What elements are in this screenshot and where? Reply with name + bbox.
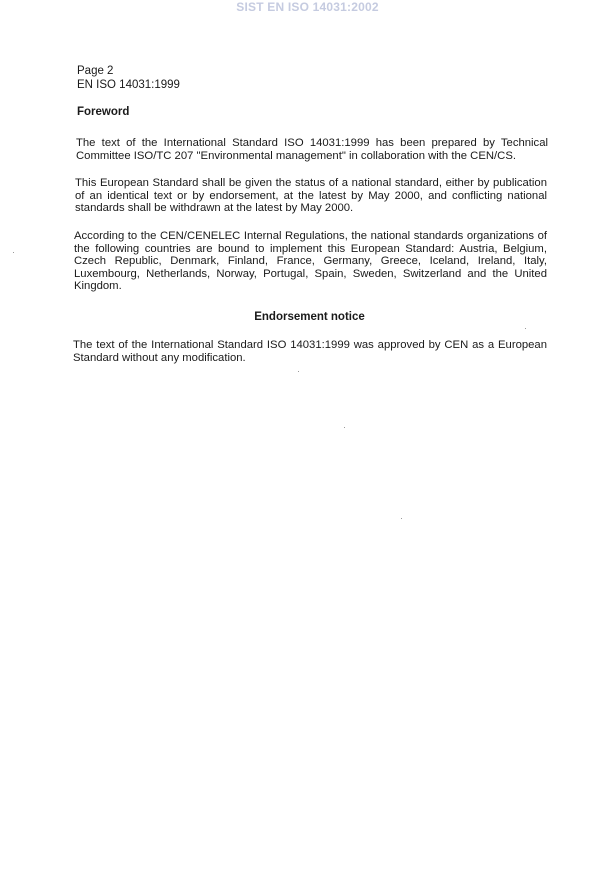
endorsement-paragraph: The text of the International Standard ISO 14031:1999 was approved by CEN as a European Standard without any modification. <box>73 339 547 364</box>
foreword-paragraph-2: This European Standard shall be given the status of a national standard, either by publication of an identical text or by endorsement, at the latest by May 2000, and conflicting national standards shall be withdrawn at the latest by May 2000. <box>75 177 547 215</box>
scan-speck <box>13 252 14 253</box>
scan-speck <box>525 328 526 329</box>
scan-speck <box>344 427 345 428</box>
foreword-paragraph-1: The text of the International Standard ISO 14031:1999 has been prepared by Technical Committee ISO/TC 207 "Environmental management" in collaboration with the CEN/CS. <box>76 137 548 162</box>
page-number: Page 2 <box>77 65 114 77</box>
scan-speck <box>401 518 402 519</box>
foreword-title: Foreword <box>77 106 130 118</box>
foreword-paragraph-3: According to the CEN/CENELEC Internal Regulations, the national standards organizations of the following countries are bound to implement this European Standard: Austria, Belgium, Czech Republic, Denmark, Finland, France, Germany, Greece, Iceland, Ireland, Italy, Luxembourg, Netherlands, Norway, Portugal, Spain, Sweden, Switzerland and the United Kingdom. <box>74 230 547 293</box>
watermark: SIST EN ISO 14031:2002 <box>236 0 379 14</box>
standard-id: EN ISO 14031:1999 <box>77 79 180 91</box>
scan-speck <box>298 371 299 372</box>
endorsement-title: Endorsement notice <box>254 311 365 323</box>
